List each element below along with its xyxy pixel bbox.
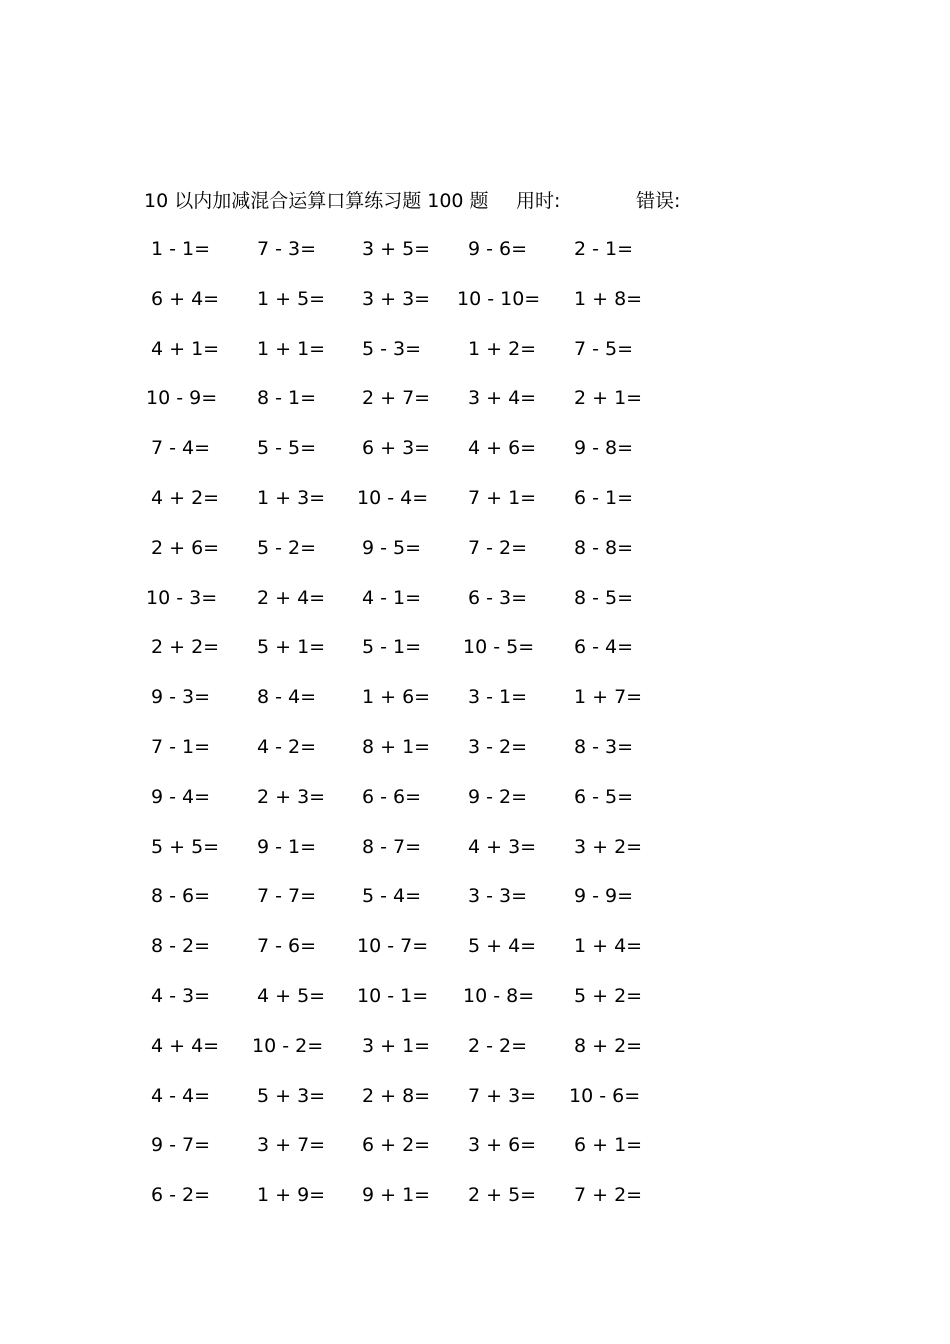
arithmetic-problem: 3 + 4=	[468, 387, 537, 410]
problem-row	[0, 881, 950, 931]
arithmetic-problem: 10 - 4=	[357, 486, 429, 509]
arithmetic-problem: 7 + 3=	[468, 1084, 537, 1107]
arithmetic-problem: 1 + 2=	[468, 337, 537, 360]
problem-row	[0, 1031, 950, 1081]
problem-row	[0, 1081, 950, 1131]
arithmetic-problem: 6 - 6=	[362, 785, 422, 808]
arithmetic-problem: 2 - 1=	[574, 238, 634, 260]
arithmetic-problem: 4 + 6=	[468, 437, 537, 460]
arithmetic-problem: 6 - 4=	[574, 636, 634, 659]
problem-row	[0, 981, 950, 1031]
problem-row	[0, 433, 950, 483]
problem-row	[0, 284, 950, 334]
arithmetic-problem: 8 - 2=	[151, 935, 211, 958]
arithmetic-problem: 1 + 7=	[574, 686, 643, 709]
arithmetic-problem: 9 - 6=	[468, 238, 528, 260]
arithmetic-problem: 6 + 2=	[362, 1134, 431, 1157]
arithmetic-problem: 2 + 4=	[257, 586, 326, 609]
arithmetic-problem: 8 - 7=	[362, 835, 422, 858]
arithmetic-problem: 3 + 6=	[468, 1134, 537, 1157]
arithmetic-problem: 8 - 3=	[574, 735, 634, 758]
arithmetic-problem: 4 + 4=	[151, 1034, 220, 1057]
arithmetic-problem: 6 + 3=	[362, 437, 431, 460]
arithmetic-problem: 6 - 1=	[574, 486, 634, 509]
arithmetic-problem: 3 + 5=	[362, 238, 431, 260]
time-used-label: 用时:	[516, 190, 561, 212]
arithmetic-problem: 4 + 2=	[151, 486, 220, 509]
problem-row	[0, 583, 950, 633]
arithmetic-problem: 7 - 6=	[257, 935, 317, 958]
arithmetic-problem: 10 - 2=	[252, 1034, 324, 1057]
arithmetic-problem: 9 - 2=	[468, 785, 528, 808]
problem-row	[0, 682, 950, 732]
arithmetic-problem: 3 - 2=	[468, 735, 528, 758]
arithmetic-problem: 5 - 5=	[257, 437, 317, 460]
arithmetic-problem: 9 + 1=	[362, 1184, 431, 1207]
arithmetic-problem: 3 - 1=	[468, 686, 528, 709]
arithmetic-problem: 5 - 4=	[362, 885, 422, 908]
arithmetic-problem: 2 + 1=	[574, 387, 643, 410]
problem-row	[0, 632, 950, 682]
arithmetic-problem: 10 - 5=	[463, 636, 535, 659]
problem-row	[0, 1130, 950, 1180]
arithmetic-problem: 9 - 9=	[574, 885, 634, 908]
arithmetic-problem: 8 - 1=	[257, 387, 317, 410]
arithmetic-problem: 1 + 1=	[257, 337, 326, 360]
arithmetic-problem: 8 + 1=	[362, 735, 431, 758]
arithmetic-problem: 1 - 1=	[151, 238, 211, 260]
arithmetic-problem: 4 - 2=	[257, 735, 317, 758]
problem-row	[0, 931, 950, 981]
arithmetic-problem: 4 + 3=	[468, 835, 537, 858]
arithmetic-problem: 7 - 3=	[257, 238, 317, 260]
arithmetic-problem: 1 + 4=	[574, 935, 643, 958]
worksheet-title: 10 以内加减混合运算口算练习题 100 题	[144, 190, 489, 212]
arithmetic-problem: 5 + 4=	[468, 935, 537, 958]
arithmetic-problem: 2 + 6=	[151, 536, 220, 559]
arithmetic-problem: 5 - 3=	[362, 337, 422, 360]
arithmetic-problem: 5 + 2=	[574, 984, 643, 1007]
arithmetic-problem: 3 + 1=	[362, 1034, 431, 1057]
arithmetic-problem: 4 + 1=	[151, 337, 220, 360]
arithmetic-problem: 3 + 7=	[257, 1134, 326, 1157]
arithmetic-problem: 5 + 1=	[257, 636, 326, 659]
arithmetic-problem: 6 + 4=	[151, 287, 220, 310]
arithmetic-problem: 5 + 3=	[257, 1084, 326, 1107]
arithmetic-problem: 6 - 5=	[574, 785, 634, 808]
arithmetic-problem: 8 + 2=	[574, 1034, 643, 1057]
arithmetic-problem: 8 - 6=	[151, 885, 211, 908]
arithmetic-problem: 10 - 3=	[146, 586, 218, 609]
arithmetic-problem: 8 - 5=	[574, 586, 634, 609]
arithmetic-problem: 9 - 1=	[257, 835, 317, 858]
arithmetic-problem: 1 + 9=	[257, 1184, 326, 1207]
arithmetic-problem: 3 + 2=	[574, 835, 643, 858]
arithmetic-problem: 9 - 4=	[151, 785, 211, 808]
problem-row	[0, 383, 950, 433]
arithmetic-problem: 9 - 8=	[574, 437, 634, 460]
arithmetic-problem: 3 - 3=	[468, 885, 528, 908]
arithmetic-problem: 8 - 4=	[257, 686, 317, 709]
worksheet-header	[144, 186, 784, 216]
problem-row	[0, 533, 950, 583]
arithmetic-problem: 2 + 3=	[257, 785, 326, 808]
arithmetic-problem: 4 + 5=	[257, 984, 326, 1007]
arithmetic-problem: 7 + 2=	[574, 1184, 643, 1207]
arithmetic-problem: 9 - 3=	[151, 686, 211, 709]
arithmetic-problem: 10 - 7=	[357, 935, 429, 958]
arithmetic-problem: 6 + 1=	[574, 1134, 643, 1157]
problem-grid	[0, 234, 950, 1230]
arithmetic-problem: 7 - 2=	[468, 536, 528, 559]
arithmetic-problem: 4 - 4=	[151, 1084, 211, 1107]
arithmetic-problem: 2 + 2=	[151, 636, 220, 659]
arithmetic-problem: 10 - 10=	[457, 287, 541, 310]
arithmetic-problem: 2 - 2=	[468, 1034, 528, 1057]
arithmetic-problem: 10 - 6=	[569, 1084, 641, 1107]
arithmetic-problem: 5 + 5=	[151, 835, 220, 858]
arithmetic-problem: 7 - 4=	[151, 437, 211, 460]
arithmetic-problem: 9 - 7=	[151, 1134, 211, 1157]
arithmetic-problem: 7 - 5=	[574, 337, 634, 360]
problem-row	[0, 782, 950, 832]
problem-row	[0, 1180, 950, 1230]
arithmetic-problem: 7 - 1=	[151, 735, 211, 758]
arithmetic-problem: 9 - 5=	[362, 536, 422, 559]
arithmetic-problem: 5 - 1=	[362, 636, 422, 659]
arithmetic-problem: 7 + 1=	[468, 486, 537, 509]
arithmetic-problem: 5 - 2=	[257, 536, 317, 559]
arithmetic-problem: 3 + 3=	[362, 287, 431, 310]
problem-row	[0, 334, 950, 384]
arithmetic-problem: 10 - 1=	[357, 984, 429, 1007]
arithmetic-problem: 6 - 3=	[468, 586, 528, 609]
problem-row	[0, 234, 950, 284]
arithmetic-problem: 1 + 5=	[257, 287, 326, 310]
arithmetic-problem: 10 - 8=	[463, 984, 535, 1007]
arithmetic-problem: 6 - 2=	[151, 1184, 211, 1207]
arithmetic-problem: 1 + 6=	[362, 686, 431, 709]
problem-row	[0, 832, 950, 882]
arithmetic-problem: 4 - 1=	[362, 586, 422, 609]
arithmetic-problem: 2 + 7=	[362, 387, 431, 410]
arithmetic-problem: 1 + 3=	[257, 486, 326, 509]
arithmetic-problem: 7 - 7=	[257, 885, 317, 908]
error-count-label: 错误:	[636, 190, 681, 212]
arithmetic-problem: 2 + 5=	[468, 1184, 537, 1207]
arithmetic-problem: 2 + 8=	[362, 1084, 431, 1107]
problem-row	[0, 732, 950, 782]
arithmetic-problem: 1 + 8=	[574, 287, 643, 310]
arithmetic-problem: 4 - 3=	[151, 984, 211, 1007]
arithmetic-problem: 8 - 8=	[574, 536, 634, 559]
problem-row	[0, 483, 950, 533]
arithmetic-problem: 10 - 9=	[146, 387, 218, 410]
